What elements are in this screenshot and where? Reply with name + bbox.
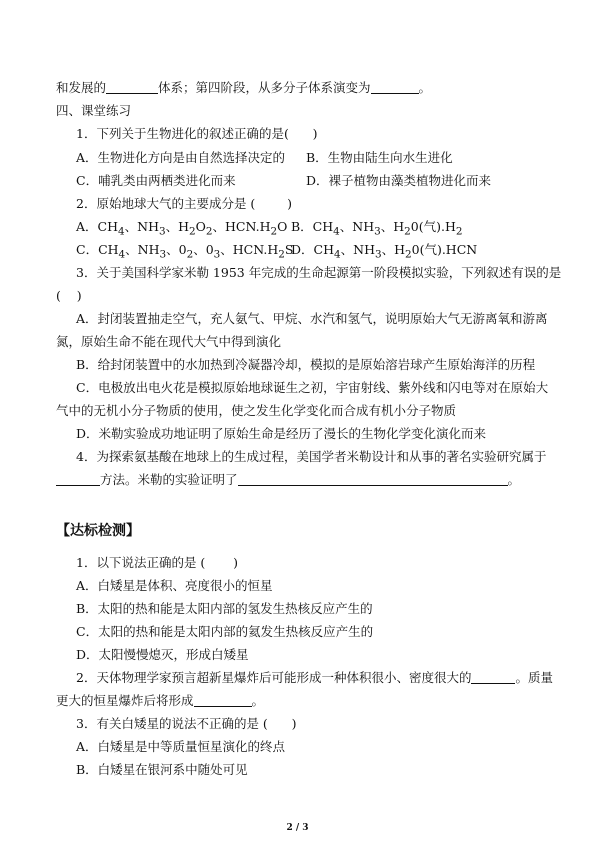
question-3-option-c-cont: 气中的无机小分子物质的使用，使之发生化学变化而合成有机小分子物质	[56, 403, 457, 418]
question-2-options-cd	[76, 242, 477, 263]
question-3-option-d: D．米勒实验成功地证明了原始生命是经历了漫长的生物化学变化演化而来	[76, 426, 487, 441]
check-1-option-d: D．太阳慢慢熄灭，形成白矮星	[76, 647, 249, 662]
question-1-options-ab	[76, 150, 453, 166]
option-a: A．$CH_4$、$NH_3$、$H_2O_2$、$HCN.H_2O$	[76, 219, 288, 238]
question-4-stem-cont	[56, 472, 520, 488]
question-2-options-ab	[76, 219, 463, 240]
option-d: D．裸子植物由藻类植物进化而来	[306, 173, 492, 188]
option-d: D．$CH_4$、$NH_3$、$H_20$(气).HCN	[291, 242, 478, 261]
text-line	[56, 80, 431, 96]
check-3-option-a: A．白矮星是中等质量恒星演化的终点	[76, 739, 286, 754]
section-title: 四、课堂练习	[56, 103, 132, 118]
fill-blank	[238, 473, 508, 486]
question-3-option-c: C．电极放出电火花是模拟原始地球诞生之初，宇宙射线、紫外线和闪电等对在原始大	[76, 380, 549, 395]
text: 。质量	[515, 670, 553, 685]
text: 2．天体物理学家预言超新星爆炸后可能形成一种体积很小、密度很大的	[76, 670, 472, 685]
text: 。	[507, 472, 521, 487]
text: 更大的恒星爆炸后将形成	[56, 693, 194, 708]
option-c: C．$CH_4$、$NH_3$、$0_2$、$0_3$、$HCN.H_2S$	[76, 242, 294, 261]
fill-blank	[194, 694, 252, 707]
check-3-option-b: B．白矮星在银河系中随处可见	[76, 762, 248, 777]
question-3-stem: 3．关于美国科学家米勒 1953 年完成的生命起源第一阶段模拟实验，下列叙述有误的是	[76, 265, 562, 280]
option-b: B．生物由陆生向水生进化	[306, 150, 453, 165]
fill-blank	[371, 81, 419, 94]
check-1-option-b: B．太阳的热和能是太阳内部的氢发生热核反应产生的	[76, 601, 373, 616]
check-1-stem: 1．以下说法正确的是 ( )	[76, 555, 238, 570]
question-3-option-b: B．给封闭装置中的水加热到冷凝器冷却，模拟的是原始溶岩球产生原始海洋的历程	[76, 357, 536, 372]
question-3-stem-cont: ( )	[56, 288, 82, 303]
page-number: 2 / 3	[286, 823, 309, 833]
fill-blank	[471, 671, 515, 684]
text: 方法。米勒的实验证明了	[100, 472, 238, 487]
text: 。	[251, 693, 265, 708]
check-1-option-c: C．太阳的热和能是太阳内部的氦发生热核反应产生的	[76, 624, 374, 639]
check-3-stem: 3．有关白矮星的说法不正确的是 ( )	[76, 716, 297, 731]
question-3-option-a: A．封闭装置抽走空气，充人氨气、甲烷、水汽和氢气，说明原始大气无游离氧和游离	[76, 311, 548, 326]
option-b: B．$CH_4$、$NH_3$、$H_20$(气)$.H_2$	[291, 219, 463, 238]
question-3-option-a-cont: 氮，原始生命不能在现代大气中得到演化	[56, 334, 282, 349]
text: 体系；第四阶段，从多分子体系演变为	[158, 80, 371, 95]
check-2-stem-cont	[56, 693, 264, 709]
question-1-options-cd	[76, 173, 491, 189]
question-4-stem: 4．为探索氨基酸在地球上的生成过程，美国学者米勒设计和从事的著名实验研究属于	[76, 449, 547, 464]
question-2-stem: 2．原始地球大气的主要成分是 ( )	[76, 196, 292, 211]
question-1-stem: 1．下列关于生物进化的叙述正确的是( )	[76, 126, 318, 141]
option-c: C．哺乳类由两栖类进化而来	[76, 173, 236, 188]
section-heading: 【达标检测】	[56, 523, 140, 539]
fill-blank	[56, 473, 100, 486]
text: 。	[418, 80, 432, 95]
option-a: A．生物进化方向是由自然选择决定的	[76, 150, 286, 165]
check-2-stem	[76, 670, 553, 686]
text: 和发展的	[56, 80, 107, 95]
check-1-option-a: A．白矮星是体积、亮度很小的恒星	[76, 578, 273, 593]
fill-blank	[106, 81, 158, 94]
